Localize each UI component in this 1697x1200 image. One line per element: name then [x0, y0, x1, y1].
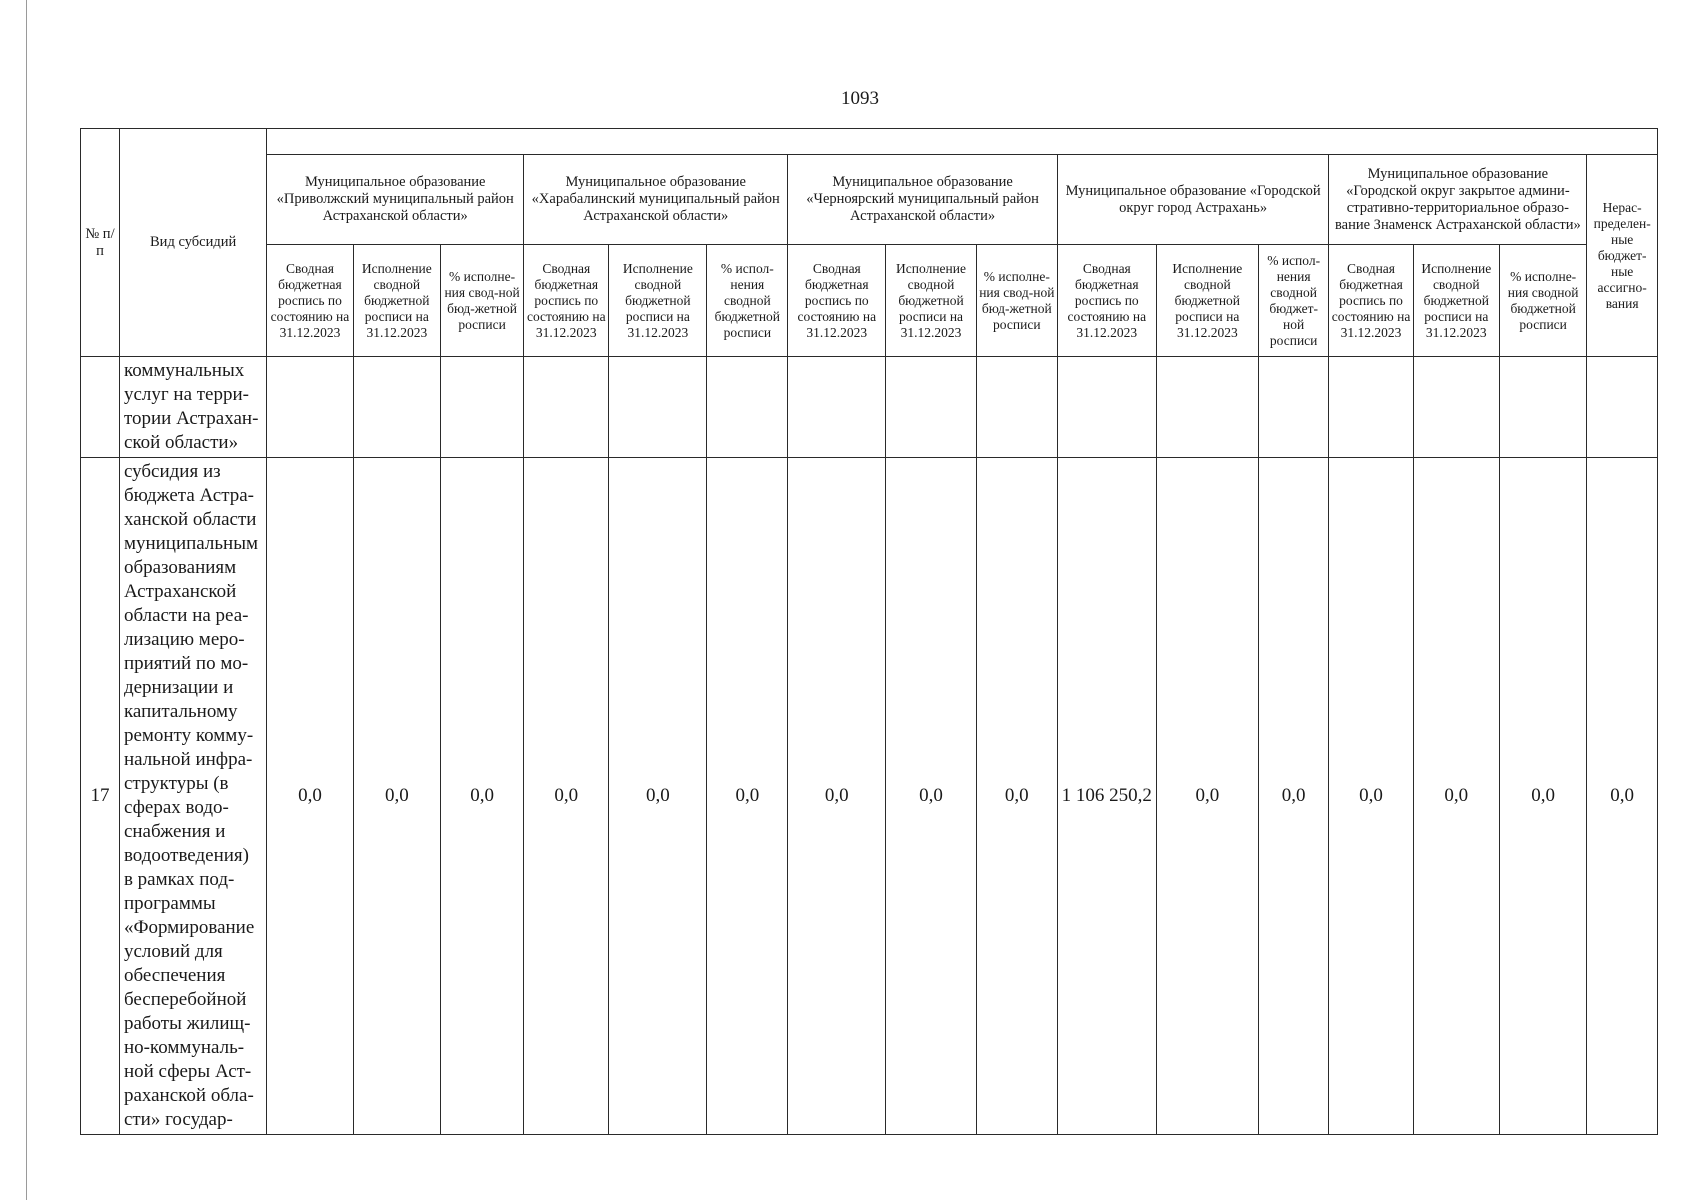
column-header: Исполнение сводной бюджетной росписи на 31.12.2023: [609, 245, 707, 357]
table-cell: [1329, 357, 1413, 458]
index-header: № п/п: [81, 129, 120, 357]
table-cell: [707, 357, 788, 458]
table-cell: 0,0: [267, 458, 353, 1135]
table-row: [81, 357, 1658, 458]
table-cell: 0,0: [886, 458, 977, 1135]
header-blank-band: [267, 129, 1658, 155]
column-header: Сводная бюджетная роспись по состоянию на 31.12.2023: [524, 245, 609, 357]
table-cell: 0,0: [976, 458, 1057, 1135]
table-cell: 0,0: [441, 458, 524, 1135]
table-cell: 0,0: [1499, 458, 1586, 1135]
group-header-row: [81, 155, 1658, 245]
table-cell: [886, 357, 977, 458]
column-header: Исполнение сводной бюджетной росписи на 31.12.2023: [1413, 245, 1499, 357]
row-index: [81, 357, 120, 458]
table-row: [81, 458, 1658, 1135]
table-cell: [1499, 357, 1586, 458]
column-header: Исполнение сводной бюджетной росписи на 31.12.2023: [1156, 245, 1258, 357]
column-header: Исполнение сводной бюджетной росписи на 31.12.2023: [886, 245, 977, 357]
table-cell: [1057, 357, 1156, 458]
page-number: 1093: [841, 88, 879, 109]
table-cell: [353, 357, 440, 458]
table-cell: [524, 357, 609, 458]
table-cell: 0,0: [788, 458, 886, 1135]
table-cell: [1413, 357, 1499, 458]
row-description: коммунальных услуг на терри-тории Астрахан-ской области»: [119, 357, 266, 458]
column-header: Сводная бюджетная роспись по состоянию на 31.12.2023: [267, 245, 353, 357]
table-cell: 0,0: [707, 458, 788, 1135]
column-header: Сводная бюджетная роспись по состоянию на 31.12.2023: [1057, 245, 1156, 357]
table-cell: 0,0: [1587, 458, 1658, 1135]
subsidy-table: [80, 128, 1658, 1135]
group-header-astrakhan: Муниципальное образование «Городской округ город Астрахань»: [1057, 155, 1329, 245]
table-cell: [1587, 357, 1658, 458]
table-cell: 0,0: [353, 458, 440, 1135]
table-cell: 0,0: [609, 458, 707, 1135]
table-cell: [267, 357, 353, 458]
table-cell: [609, 357, 707, 458]
binding-margin-line: [26, 0, 27, 1200]
column-header: % испол-нения сводной бюджетной росписи: [707, 245, 788, 357]
group-header-privolzhsky: Муниципальное образование «Приволжский муниципальный район Астраханской области»: [267, 155, 524, 245]
unallocated-header: Нерас-пределен-ные бюджет-ные ассигно-вания: [1587, 155, 1658, 357]
column-header: % исполне-ния свод-ной бюд-жетной росписи: [441, 245, 524, 357]
table-cell: [788, 357, 886, 458]
column-header: % исполне-ния свод-ной бюд-жетной росписи: [976, 245, 1057, 357]
column-header: Сводная бюджетная роспись по состоянию на 31.12.2023: [788, 245, 886, 357]
table-cell: 0,0: [1156, 458, 1258, 1135]
table-cell: 0,0: [524, 458, 609, 1135]
table-cell: 0,0: [1258, 458, 1329, 1135]
table-cell: [976, 357, 1057, 458]
header-spacer-row: [81, 129, 1658, 155]
column-header: Исполнение сводной бюджетной росписи на 31.12.2023: [353, 245, 440, 357]
table-cell: 1 106 250,2: [1057, 458, 1156, 1135]
row-index: 17: [81, 458, 120, 1135]
table-cell: 0,0: [1413, 458, 1499, 1135]
group-header-chernoyarsky: Муниципальное образование «Черноярский муниципальный район Астраханской области»: [788, 155, 1057, 245]
type-header: Вид субсидий: [119, 129, 266, 357]
column-header-row: [81, 245, 1658, 357]
group-header-kharabali: Муниципальное образование «Харабалинский муниципальный район Астраханской области»: [524, 155, 788, 245]
column-header: % испол-нения сводной бюджет-ной росписи: [1258, 245, 1329, 357]
table-cell: 0,0: [1329, 458, 1413, 1135]
row-description: субсидия из бюджета Астра-ханской области муниципальным образованиям Астраханской области на реа-лизацию меро-приятий по мо-дернизации и капитальному ремонту комму-нальной инфра-структуры (в сферах водо-снабжения и водоотведения) в рамках под-программы «Формирование условий для обеспечения бесперебойной работы жилищ-но-коммуналь-ной сферы Аст-раханской обла-сти» государ-: [119, 458, 266, 1135]
table-cell: [1258, 357, 1329, 458]
group-header-znamensk: Муниципальное образование «Городской округ закрытое админи-стративно-территориальное образо-вание Знаменск Астраханской области»: [1329, 155, 1587, 245]
table-cell: [441, 357, 524, 458]
column-header: Сводная бюджетная роспись по состоянию на 31.12.2023: [1329, 245, 1413, 357]
column-header: % исполне-ния сводной бюджетной росписи: [1499, 245, 1586, 357]
table-cell: [1156, 357, 1258, 458]
